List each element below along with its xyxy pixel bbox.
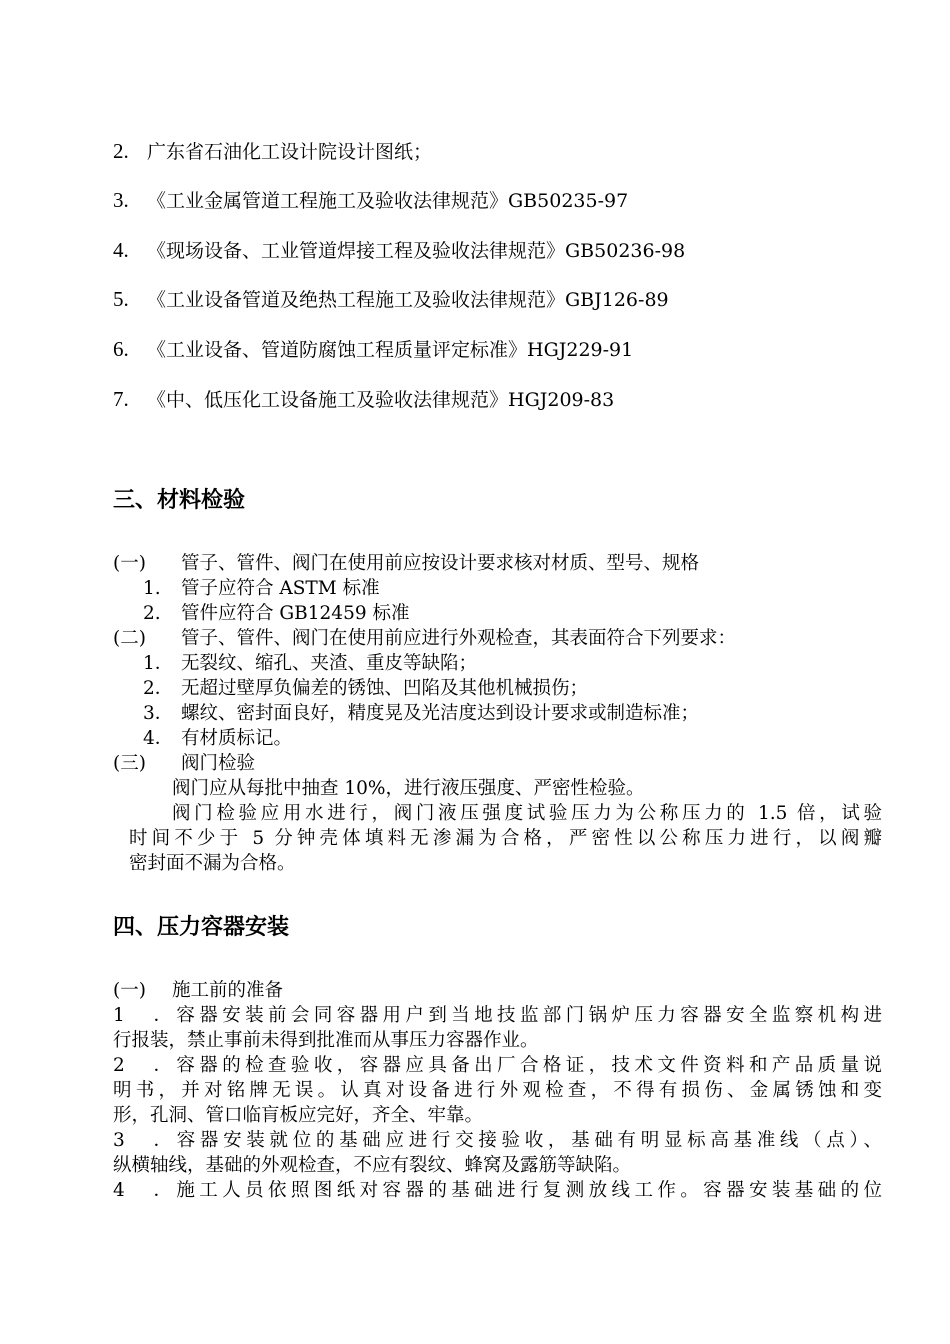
reference-number: 5.	[113, 287, 129, 311]
list-text: 容器安装就位的基础应进行交接验收，基础有明显标高基准线（点）、	[172, 1130, 882, 1151]
list-item	[113, 626, 736, 651]
list-item-line: 行报装，禁止事前未得到批准而从事压力容器作业。	[113, 1030, 539, 1051]
reference-text: 《工业设备、管道防腐蚀工程质量评定标准》HGJ229-91	[147, 339, 634, 361]
reference-number: 6.	[113, 337, 129, 361]
list-item	[143, 701, 699, 726]
reference-item	[113, 187, 628, 214]
list-marker: (三)	[113, 753, 146, 774]
reference-number: 7.	[113, 387, 129, 411]
reference-text: 《现场设备、工业管道焊接工程及验收法律规范》GB50236-98	[147, 240, 686, 262]
list-item	[143, 601, 410, 626]
list-text: 阀门检验	[181, 753, 256, 774]
list-marker: 1．	[143, 653, 174, 674]
list-text: 施工前的准备	[172, 980, 284, 1001]
list-item-line	[113, 1128, 882, 1153]
paragraph-line: 密封面不漏为合格。	[129, 853, 296, 874]
list-text: 无裂纹、缩孔、夹渣、重皮等缺陷；	[181, 653, 478, 674]
list-item-line	[113, 1003, 882, 1028]
list-item	[143, 576, 380, 601]
list-text: 管子、管件、阀门在使用前应进行外观检查，其表面符合下列要求：	[181, 628, 737, 649]
list-item	[143, 651, 477, 676]
list-text: 螺纹、密封面良好，精度晃及光洁度达到设计要求或制造标准；	[181, 703, 700, 724]
subsection-title	[113, 978, 283, 1003]
section-heading: 三、材料检验	[113, 487, 246, 513]
list-marker: (一)	[113, 553, 146, 574]
reference-item	[113, 237, 685, 264]
list-marker: 4．	[143, 728, 174, 749]
reference-number: 2.	[113, 139, 129, 163]
list-text: 管子应符合 ASTM 标准	[181, 578, 380, 599]
reference-text: 《中、低压化工设备施工及验收法律规范》HGJ209-83	[147, 389, 615, 411]
list-text: 管子、管件、阀门在使用前应按设计要求核对材质、型号、规格	[181, 553, 700, 574]
list-marker: (二)	[113, 628, 146, 649]
list-item-line: 形，孔洞、管口临肓板应完好，齐全、牢靠。	[113, 1105, 484, 1126]
list-text: 施工人员依照图纸对容器的基础进行复测放线工作。容器安装基础的位	[172, 1180, 882, 1201]
list-marker: 2．	[113, 1055, 172, 1076]
reference-number: 3.	[113, 188, 129, 212]
section-heading: 四、压力容器安装	[113, 914, 290, 940]
reference-text: 广东省石油化工设计院设计图纸；	[147, 141, 433, 163]
list-item-line	[113, 1178, 882, 1203]
list-text: 有材质标记。	[181, 728, 293, 749]
list-marker: 3．	[113, 1130, 172, 1151]
reference-number: 4.	[113, 238, 129, 262]
list-marker: 2.	[143, 603, 161, 624]
list-text: 无超过壁厚负偏差的锈蚀、凹陷及其他机械损伤；	[181, 678, 589, 699]
list-item-line: 纵横轴线，基础的外观检查，不应有裂纹、蜂窝及露筋等缺陷。	[113, 1155, 632, 1176]
reference-item	[113, 386, 614, 413]
list-marker: 1.	[143, 578, 161, 599]
list-marker: 1．	[113, 1005, 172, 1026]
reference-item	[113, 138, 432, 165]
reference-item	[113, 336, 633, 363]
list-text: 容器安装前会同容器用户到当地技监部门锅炉压力容器安全监察机构进	[172, 1005, 882, 1026]
reference-text: 《工业金属管道工程施工及验收法律规范》GB50235-97	[147, 190, 629, 212]
list-marker: (一)	[113, 980, 146, 1001]
list-marker: 2．	[143, 678, 174, 699]
list-text: 管件应符合 GB12459 标准	[181, 603, 410, 624]
list-marker: 3．	[143, 703, 174, 724]
list-marker: 4．	[113, 1180, 172, 1201]
list-text: 容器的检查验收，容器应具备出厂合格证，技术文件资料和产品质量说	[172, 1055, 882, 1076]
list-item	[113, 551, 699, 576]
paragraph: 阀门应从每批中抽查 10%，进行液压强度、严密性检验。	[172, 778, 645, 799]
list-item	[143, 676, 588, 701]
reference-text: 《工业设备管道及绝热工程施工及验收法律规范》GBJ126-89	[147, 289, 669, 311]
list-item	[143, 726, 292, 751]
reference-item	[113, 286, 669, 313]
list-item-line: 明书，并对铭牌无误。认真对设备进行外观检查，不得有损伤、金属锈蚀和变	[113, 1080, 882, 1101]
paragraph-line: 阀门检验应用水进行，阀门液压强度试验压力为公称压力的 1.5 倍，试验	[172, 803, 882, 824]
paragraph-line: 时间不少于 5 分钟壳体填料无渗漏为合格，严密性以公称压力进行，以阀瓣	[129, 828, 882, 849]
list-item	[113, 751, 255, 776]
list-item-line	[113, 1053, 882, 1078]
